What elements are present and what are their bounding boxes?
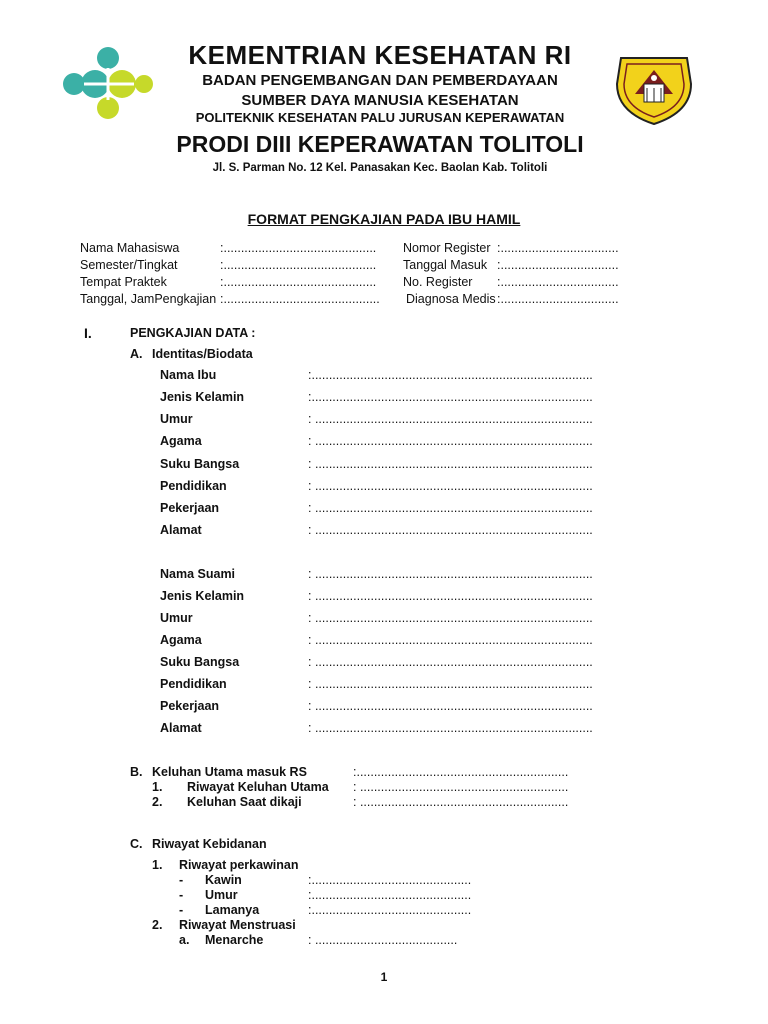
info-label-semester: Semester/Tingkat [80,258,178,272]
info-label-tanggal-masuk: Tanggal Masuk [403,258,488,272]
marriage-bullet: - [179,888,184,902]
ibu-label-pekerjaan: Pekerjaan [160,501,220,515]
poltekkes-seal-icon [611,50,697,126]
info-label-nama-mahasiswa: Nama Mahasiswa [80,241,180,255]
suami-field-umur[interactable]: : ................................................................................ [308,611,593,625]
ibu-label-alamat: Alamat [160,523,202,537]
menstruation-label-menarche: Menarche [205,933,264,947]
subsection-b-title: Keluhan Utama masuk RS [152,765,307,779]
suami-label-suku-bangsa: Suku Bangsa [160,655,240,669]
ibu-label-agama: Agama [160,434,202,448]
subsection-a-title: Identitas/Biodata [152,347,253,361]
polytechnic-line: POLITEKNIK KESEHATAN PALU JURUSAN KEPERAWATAN [195,110,565,125]
suami-label-jenis-kelamin: Jenis Kelamin [160,589,245,603]
ibu-label-suku-bangsa: Suku Bangsa [160,457,240,471]
agency-line-1: BADAN PENGEMBANGAN DAN PEMBERDAYAAN [202,72,558,89]
marriage-field-umur[interactable]: :.............................................. [308,888,472,902]
keluhan-item-2-num: 2. [152,795,163,809]
subsection-c-letter: C. [130,837,143,851]
subsection-b-letter: B. [130,765,143,779]
info-field-tanggal-masuk[interactable]: :.................................. [497,258,619,272]
suami-field-pendidikan[interactable]: : ................................................................................ [308,677,593,691]
menstruation-letter: a. [179,933,190,947]
ministry-title: KEMENTRIAN KESEHATAN RI [188,40,572,70]
info-field-nomor-register[interactable]: :.................................. [497,241,619,255]
ibu-field-nama[interactable]: :................................................................................. [308,368,593,382]
ibu-field-alamat[interactable]: : ................................................................................ [308,523,593,537]
suami-label-umur: Umur [160,611,193,625]
ibu-label-jenis-kelamin: Jenis Kelamin [160,390,245,404]
ibu-field-agama[interactable]: : ................................................................................ [308,434,593,448]
suami-field-suku-bangsa[interactable]: : ................................................................................ [308,655,593,669]
keluhan-item-1-field[interactable]: : ............................................................ [353,780,569,794]
info-field-tempat-praktek[interactable]: :............................................ [220,275,377,289]
section-title: PENGKAJIAN DATA : [130,326,256,340]
page-number: 1 [380,970,388,984]
ibu-field-umur[interactable]: : ................................................................................ [308,412,593,426]
keluhan-utama-field[interactable]: :............................................................. [353,765,569,779]
keluhan-item-2-field[interactable]: : ............................................................ [353,795,569,809]
ibu-label-nama: Nama Ibu [160,368,217,382]
kemenkes-logo-icon [62,46,154,120]
form-title: FORMAT PENGKAJIAN PADA IBU HAMIL [247,211,521,227]
agency-line-2: SUMBER DAYA MANUSIA KESEHATAN [241,92,519,109]
marriage-bullet: - [179,873,184,887]
info-label-nomor-register: Nomor Register [403,241,491,255]
info-field-no-register[interactable]: :.................................. [497,275,619,289]
suami-label-agama: Agama [160,633,202,647]
info-label-tanggal-jam: Tanggal, JamPengkajian [80,292,217,306]
info-field-nama-mahasiswa[interactable]: :............................................ [220,241,377,255]
suami-label-pendidikan: Pendidikan [160,677,227,691]
subsection-a-letter: A. [130,347,143,361]
suami-label-nama: Nama Suami [160,567,236,581]
info-label-no-register: No. Register [403,275,473,289]
ibu-field-jenis-kelamin[interactable]: :................................................................................. [308,390,593,404]
keluhan-item-1-num: 1. [152,780,163,794]
riwayat-item-1-num: 1. [152,858,163,872]
suami-label-pekerjaan: Pekerjaan [160,699,220,713]
ibu-field-suku-bangsa[interactable]: : ................................................................................ [308,457,593,471]
marriage-bullet: - [179,903,184,917]
suami-field-jenis-kelamin[interactable]: : ................................................................................ [308,589,593,603]
subsection-c-title: Riwayat Kebidanan [152,837,267,851]
marriage-label-lamanya: Lamanya [205,903,260,917]
suami-field-agama[interactable]: : ................................................................................ [308,633,593,647]
marriage-label-kawin: Kawin [205,873,242,887]
ibu-label-umur: Umur [160,412,193,426]
menstruation-field-menarche[interactable]: : ......................................... [308,933,458,947]
marriage-label-umur: Umur [205,888,238,902]
info-field-tanggal-jam[interactable]: :............................................. [220,292,380,306]
riwayat-item-2-num: 2. [152,918,163,932]
section-numeral: I. [84,325,92,341]
info-field-diagnosa-medis[interactable]: :.................................. [497,292,619,306]
suami-field-alamat[interactable]: : ................................................................................ [308,721,593,735]
prodi-title: PRODI DIII KEPERAWATAN TOLITOLI [176,131,584,157]
ibu-label-pendidikan: Pendidikan [160,479,227,493]
marriage-field-kawin[interactable]: :.............................................. [308,873,472,887]
ibu-field-pendidikan[interactable]: : ................................................................................ [308,479,593,493]
suami-field-pekerjaan[interactable]: : ................................................................................ [308,699,593,713]
info-label-tempat-praktek: Tempat Praktek [80,275,167,289]
ibu-field-pekerjaan[interactable]: : ................................................................................ [308,501,593,515]
info-label-diagnosa-medis: Diagnosa Medis [406,292,496,306]
marriage-field-lamanya[interactable]: :.............................................. [308,903,472,917]
keluhan-item-1-label: Riwayat Keluhan Utama [187,780,329,794]
suami-label-alamat: Alamat [160,721,202,735]
address-line: Jl. S. Parman No. 12 Kel. Panasakan Kec. Baolan Kab. Tolitoli [212,162,548,174]
riwayat-item-2-label: Riwayat Menstruasi [179,918,296,932]
riwayat-item-1-label: Riwayat perkawinan [179,858,299,872]
suami-field-nama[interactable]: : ................................................................................ [308,567,593,581]
keluhan-item-2-label: Keluhan Saat dikaji [187,795,302,809]
info-field-semester[interactable]: :............................................ [220,258,377,272]
